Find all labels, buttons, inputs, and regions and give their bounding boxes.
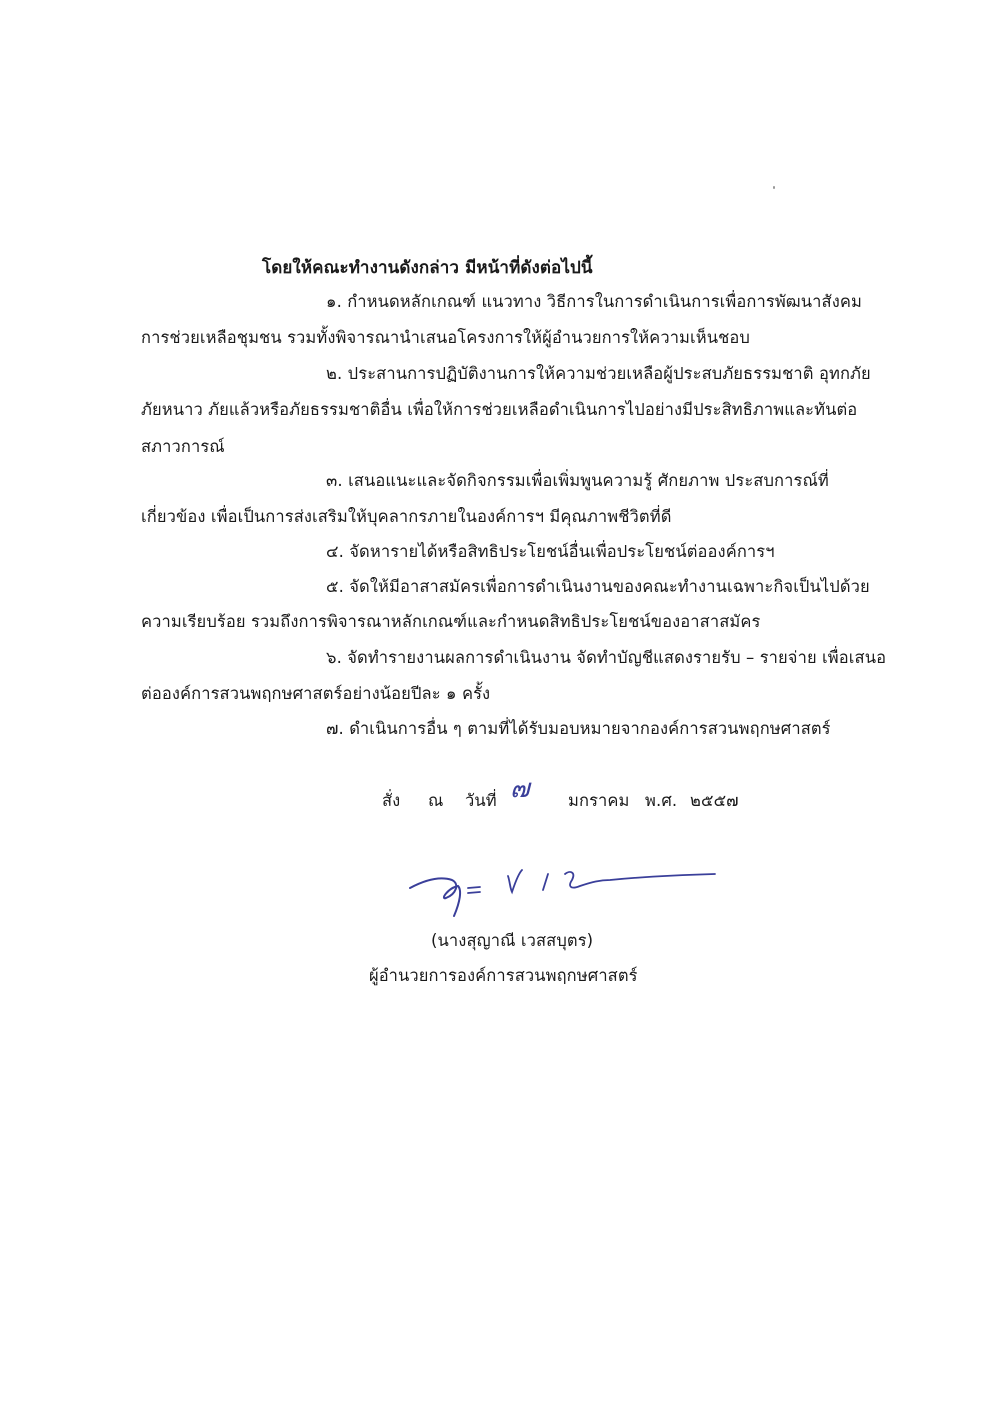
date-era: พ.ศ. <box>645 791 678 810</box>
date-prefix: สั่ง <box>382 791 401 810</box>
item-5-line-2: ความเรียบร้อย รวมถึงการพิจารณาหลักเกณฑ์และกำหนดสิทธิประโยชน์ของอาสาสมัคร <box>141 612 761 631</box>
date-month: มกราคม <box>568 791 630 810</box>
scan-speck <box>773 186 775 189</box>
item-6-line-1: ๖. จัดทำรายงานผลการดำเนินงาน จัดทำบัญชีแสดงรายรับ – รายจ่าย เพื่อเสนอ <box>326 648 887 667</box>
item-4-line-1: ๔. จัดหารายได้หรือสิทธิประโยชน์อื่นเพื่อประโยชน์ต่อองค์การฯ <box>326 542 775 561</box>
item-7-line-1: ๗. ดำเนินการอื่น ๆ ตามที่ได้รับมอบหมายจากองค์การสวนพฤกษศาสตร์ <box>326 719 831 738</box>
heading: โดยให้คณะทำงานดังกล่าว มีหน้าที่ดังต่อไปนี้ <box>262 258 593 278</box>
item-2-line-2: ภัยหนาว ภัยแล้วหรือภัยธรรมชาติอื่น เพื่อให้การช่วยเหลือดำเนินการไปอย่างมีประสิทธิภาพและทันต่อ <box>141 400 858 419</box>
date-day-handwritten: ๗ <box>510 774 530 804</box>
date-day-label: วันที่ <box>465 791 497 810</box>
item-5-line-1: ๕. จัดให้มีอาสาสมัครเพื่อการดำเนินงานของคณะทำงานเฉพาะกิจเป็นไปด้วย <box>326 577 870 596</box>
item-2-line-1: ๒. ประสานการปฏิบัติงานการให้ความช่วยเหลือผู้ประสบภัยธรรมชาติ อุทกภัย <box>326 364 871 383</box>
signatory-position: ผู้อำนวยการองค์การสวนพฤกษศาสตร์ <box>369 966 638 985</box>
signatory-name: (นางสุญาณี เวสสบุตร) <box>431 931 594 950</box>
item-6-line-2: ต่อองค์การสวนพฤกษศาสตร์อย่างน้อยปีละ ๑ ครั้ง <box>141 684 491 703</box>
item-2-line-3: สภาวการณ์ <box>141 437 225 456</box>
item-3-line-1: ๓. เสนอแนะและจัดกิจกรรมเพื่อเพิ่มพูนความรู้ ศักยภาพ ประสบการณ์ที่ <box>326 471 829 490</box>
item-3-line-2: เกี่ยวข้อง เพื่อเป็นการส่งเสริมให้บุคลากรภายในองค์การฯ มีคุณภาพชีวิตที่ดี <box>141 507 672 526</box>
date-year: ๒๕๕๗ <box>690 791 739 810</box>
date-at: ณ <box>428 791 444 810</box>
item-1-line-2: การช่วยเหลือชุมชน รวมทั้งพิจารณานำเสนอโครงการให้ผู้อำนวยการให้ความเห็นชอบ <box>141 328 751 347</box>
item-1-line-1: ๑. กำหนดหลักเกณฑ์ แนวทาง วิธีการในการดำเนินการเพื่อการพัฒนาสังคม <box>326 292 862 311</box>
signature-graphic <box>400 850 730 925</box>
